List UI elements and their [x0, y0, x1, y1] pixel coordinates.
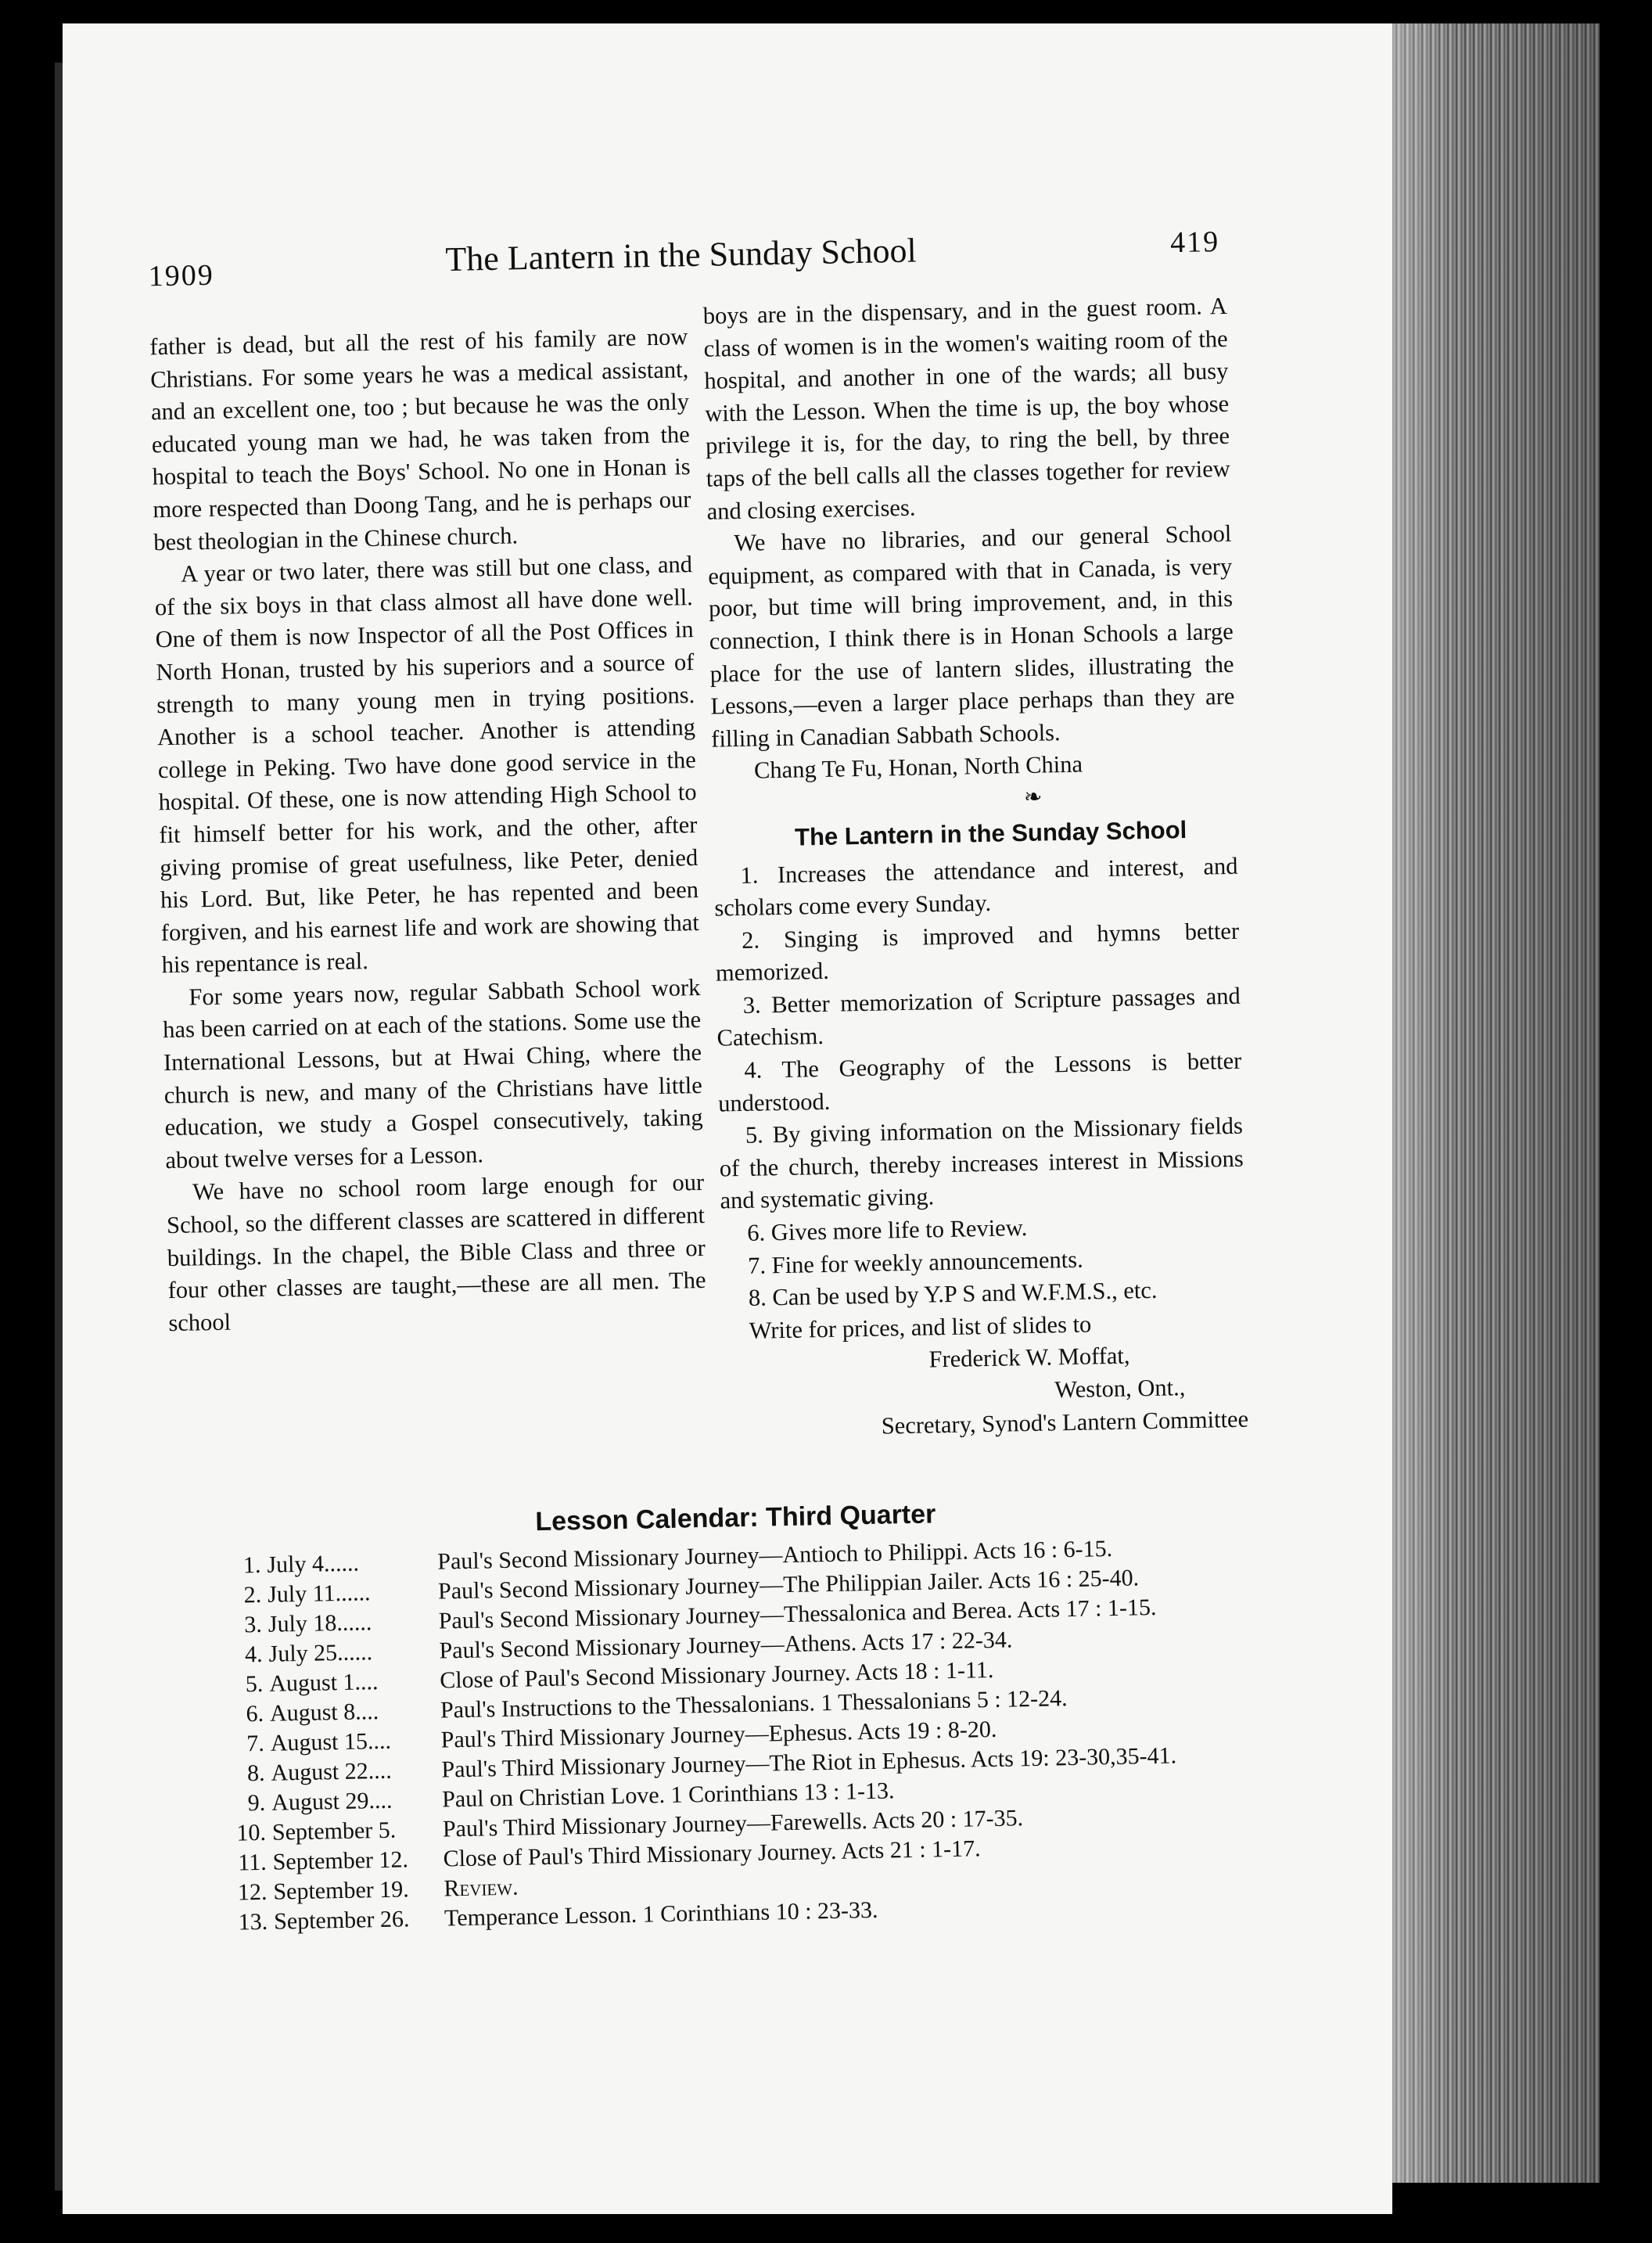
address-name: Frederick W. Moffat, — [928, 1342, 1130, 1373]
lesson-calendar — [219, 1492, 1306, 1937]
paragraph: boys are in the dispensary, and in the guest room. A class of women is in the women's waiting room of the hospital, and another in one of the wards; all busy with the Lesson. When the time is up, the boy whose privilege it is, for the day, to ring the bell, by three taps of the bell calls all the classes together for review and closing exercises. — [702, 292, 1231, 525]
page-number: 419 — [1169, 225, 1220, 260]
address-role: Secretary, Synod's Lantern Committee — [881, 1405, 1249, 1440]
lesson-number: 5. — [245, 1670, 264, 1698]
lesson-title: Paul's Second Missionary Journey—The Philippian Jailer. Acts 16 : 25-40. — [437, 1565, 1140, 1605]
lesson-number: 10. — [236, 1819, 267, 1846]
list-item: 7. Fine for weekly announcements. — [747, 1246, 1084, 1279]
lesson-date: July 18...... — [268, 1609, 372, 1637]
lesson-number: 6. — [246, 1700, 264, 1727]
lesson-date: September 19. — [273, 1876, 410, 1905]
lesson-title: Paul's Third Missionary Journey—Farewells. Acts 20 : 17-35. — [442, 1805, 1024, 1842]
lesson-number: 4. — [244, 1641, 263, 1668]
lesson-title: Paul's Second Missionary Journey—Thessalonica and Berea. Acts 17 : 1-15. — [438, 1594, 1157, 1634]
lesson-title: Paul's Third Missionary Journey—Ephesus. Acts 19 : 8-20. — [440, 1716, 997, 1753]
lesson-date: August 1.... — [269, 1669, 379, 1697]
lesson-date: July 25...... — [268, 1639, 373, 1667]
header-title: The Lantern in the Sunday School — [444, 231, 918, 279]
lesson-title: Paul's Second Missionary Journey—Athens. Acts 17 : 22-34. — [439, 1627, 1013, 1664]
lesson-date: July 4...... — [267, 1550, 360, 1578]
list-item: 4. The Geography of the Lessons is better understood. — [717, 1047, 1242, 1117]
lesson-number: 2. — [243, 1581, 262, 1609]
lesson-number: 11. — [237, 1849, 268, 1876]
paragraph: For some years now, regular Sabbath School work has been carried on at each of the stations. Some use the International Lessons, but at Hwai Ching, where the church is new, and many of the Christians have little education, we study a Gospel consecutively, taking about twelve verses for a Lesson. — [162, 973, 703, 1174]
lesson-date: September 5. — [271, 1817, 397, 1846]
lesson-date: August 15.... — [270, 1727, 392, 1756]
lesson-number: 13. — [238, 1908, 268, 1936]
list-item: 2. Singing is improved and hymns better memorized. — [715, 917, 1240, 987]
calendar-title: Lesson Calendar: Third Quarter — [535, 1499, 936, 1537]
lesson-number: 1. — [242, 1551, 261, 1579]
contact-line: Write for prices, and list of slides to — [749, 1310, 1092, 1344]
list-item: 6. Gives more life to Review. — [747, 1214, 1028, 1246]
list-item: 8. Can be used by Y.P S and W.F.M.S., etc. — [748, 1277, 1158, 1312]
lesson-number: 3. — [244, 1611, 263, 1638]
lesson-date: September 26. — [273, 1906, 410, 1935]
lesson-date: August 8.... — [269, 1698, 379, 1727]
list-item: 3. Better memorization of Scripture passages and Catechism. — [716, 982, 1241, 1052]
lesson-title: Review. — [444, 1874, 519, 1902]
paragraph: A year or two later, there was still but one class, and of the six boys in that class almost all have done well. One of them is now Inspector of all the Post Offices in North Honan, trusted by his superiors and a source of strength to many young men in trying positions. Another is a school teacher. Another is attending college in Peking. Two have done good service in the hospital. Of these, one is now attending High School to fit himself better for his work, and the other, after giving promise of great usefulness, like Peter, denied his Lord. But, like Peter, he has repented and been forgiven, and his earnest life and work are showing that his repentance is real. — [154, 551, 700, 979]
list-item: 5. By giving information on the Missionary fields of the church, thereby increases interest in Missions and systematic giving. — [719, 1112, 1244, 1214]
lesson-number: 9. — [247, 1789, 266, 1817]
lesson-title: Close of Paul's Third Missionary Journey. Acts 21 : 1-17. — [443, 1835, 981, 1872]
lesson-number: 12. — [237, 1878, 268, 1906]
lesson-title: Paul on Christian Love. 1 Corinthians 13 : 1-13. — [441, 1778, 895, 1813]
paragraph: father is dead, but all the rest of his family are now Christians. For some years he was a medical assistant, and an excellent one, too ; but because he was the only educated young man we had, he was taken from the hospital to teach the Boys' School. No one in Honan is more respected than Doong Tang, and he is perhaps our best theologian in the Chinese church. — [149, 323, 691, 555]
lesson-date: September 12. — [272, 1846, 409, 1875]
lesson-date: August 29.... — [271, 1787, 393, 1816]
running-header — [148, 225, 1220, 300]
list-item: 1. Increases the attendance and interest, and scholars come every Sunday. — [714, 852, 1238, 922]
lesson-title: Close of Paul's Second Missionary Journey. Acts 18 : 1-11. — [439, 1656, 994, 1694]
lesson-number: 8. — [246, 1760, 265, 1787]
lesson-date: August 22.... — [271, 1757, 392, 1786]
paragraph: We have no school room large enough for our School, so the different classes are scattered in different buildings. In the chapel, the Bible Class and three or four other classes are taught,—these are all men. The school — [166, 1169, 706, 1336]
lesson-date: July 11...... — [267, 1580, 371, 1608]
paragraph: We have no libraries, and our general School equipment, as compared with that in Canada, is very poor, but time will bring improvement, and, in this connection, I think there is in Honan Schools a large place for the use of lantern slides, illustrating the Lessons,—even a larger place perhaps than they are filling in Canadian Sabbath Schools. — [707, 520, 1235, 753]
right-column — [702, 290, 1248, 1446]
lesson-title: Temperance Lesson. 1 Corinthians 10 : 23-33. — [444, 1896, 878, 1932]
lesson-number: 7. — [246, 1730, 265, 1757]
left-column — [149, 321, 707, 1339]
lesson-title: Paul's Third Missionary Journey—The Riot in Ephesus. Acts 19: 23-30,35-41. — [441, 1742, 1177, 1783]
section-title: The Lantern in the Sunday School — [794, 815, 1187, 851]
dateline: Chang Te Fu, Honan, North China — [753, 750, 1083, 784]
ornament-icon: ❧ — [1023, 785, 1043, 810]
lesson-title: Paul's Second Missionary Journey—Antioch to Philippi. Acts 16 : 6-15. — [437, 1536, 1113, 1575]
address-place: Weston, Ont., — [1054, 1374, 1186, 1404]
lesson-title: Paul's Instructions to the Thessalonians. 1 Thessalonians 5 : 12-24. — [440, 1685, 1068, 1724]
header-year: 1909 — [148, 258, 215, 293]
